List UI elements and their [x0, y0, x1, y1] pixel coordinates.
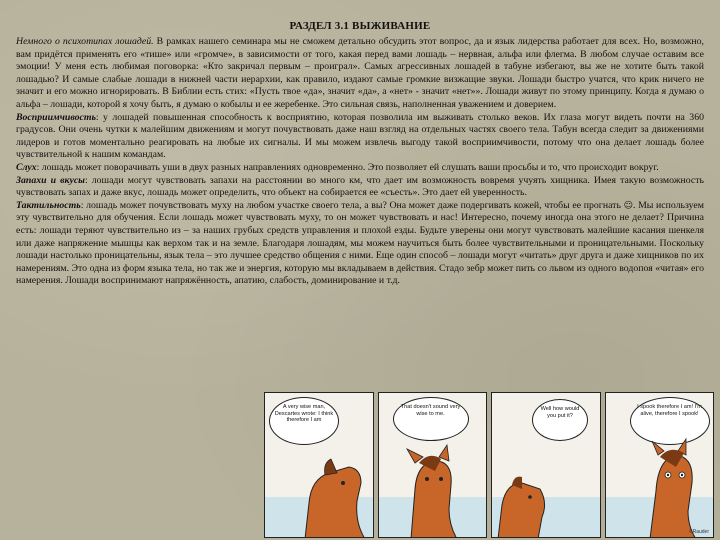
horse-illustration-icon	[265, 393, 374, 538]
paragraph-heading: Запахи и вкусы	[16, 174, 85, 186]
paragraph-text: : лошади могут чувствовать запахи на расстоянии во много км, что дает им возможность вовремя учуять хищника. Имея такую возможность чувствовать запах и даже вкус, лошадь может определить, что объект на собирается ее «съесть». Это дает ей уверенность.	[16, 174, 705, 199]
paragraph-text: : лошадь может поворачивать уши в двух разных направлениях одновременно. Это позволяет ей слушать ваши просьбы и то, что происходит вокруг.	[36, 161, 659, 173]
speech-bubble-1: A very wise man, Descartes wrote: I think therefore I am	[269, 397, 339, 445]
horse-side-icon	[492, 393, 601, 538]
paragraph-text: . Мы используем эту чувствительно для обучения. Если лошадь может чувствовать муху, то он может чувствовать и нас! Интересно, почему иногда она этого не делает? Причина есть: лошади теряют чувствительно из – за наших грубых средств управления и плохой езды. Будьте уверены они могут чувствовать малейшие касания шенкеля или даже напряжение мышцы как верхом так и на земле. Благодаря лошадям, мы можем научиться быть более чувствительными и проницательными. Поскольку лошади настолько проницательны, язык тела – это лучшее средство общения с ними. Еще один способ – лошади могут «читать» друг друга и даже хищников по их намерениям. Это одна из форм языка тела, но так же и энергия, которую мы вкладываем в действия. Стадо зебр может пить со львом из одного водопоя «читая» его намерения. Лошади воспринимают напряжённость, апатию, слабость, доминирование и т.д.	[16, 199, 704, 287]
smiley-icon: ☺	[623, 200, 633, 211]
paragraph-touch	[16, 200, 704, 288]
comic-panel-3	[491, 392, 601, 538]
paragraph-text: : у лошадей повышенная способность к восприятию, которая позволила им выживать столько веков. Их глаза могут видеть почти на 360 градусов. Они очень чутки к малейшим движениям и могут почувствовать даже наш взгляд на отдельных частях своего тела. Табун всегда следит за движениями лидеров и готов моментально реагировать на любые их сигналы. И мы можем извлечь выгоду такой восприимчивости, потому что она делает лошадь более чувствительной к нашим командам.	[16, 111, 704, 161]
document-body	[16, 36, 704, 288]
paragraph-text: В рамках нашего семинара мы не сможем детально обсудить этот вопрос, да и язык лидерства работает для всех. Но, возможно, вам придётся применять его «тише» или «громче», в зависимости от того, какая перед вами лошадь – нервная, альфа или флегма. В любом случае оставим все эмоции! У меня есть любимая поговорка: «Кто закричал первым – проиграл». Самых агрессивных лошадей в табуне избегают, вы же не хотите быть такой лошадью? И самые слабые лошади в нижней части иерархии, как правило, издают самые громкие визжащие звуки. Лошади быстро учатся, что крик ничего не значит и его можно игнорировать. В Библии есть стих: «Пусть твое «да», значит «да», а «нет» - значит «нет»». Лошади живут по этому принципу. Когда я думаю о альфа – лошади, которой я хочу быть, я думаю о кобылы и ее жеребенке. Это сильная связь, наполненная уважением и доверием.	[16, 36, 704, 110]
paragraph-smell	[16, 175, 704, 200]
paragraph-heading: Восприимчивость	[16, 111, 96, 123]
paragraph-hearing	[16, 162, 704, 175]
paragraph-heading: Тактильность	[16, 199, 81, 211]
comic-panel-1	[264, 392, 374, 538]
speech-bubble-3: Well how would you put it?	[532, 399, 588, 441]
comic-strip	[264, 392, 714, 538]
horse-scared-icon	[606, 393, 715, 538]
comic-signature: ©Rauder	[688, 529, 709, 535]
speech-bubble-4: I spook therefore I am! I'm alive, therefore I spook!	[630, 397, 710, 445]
comic-panel-2	[378, 392, 488, 538]
page-title: РАЗДЕЛ 3.1 ВЫЖИВАНИЕ	[289, 20, 431, 32]
speech-bubble-2: That doesn't sound very wise to me.	[393, 397, 469, 441]
paragraph-psychotypes	[16, 36, 704, 112]
paragraph-lead: Немного о психотипах лошадей.	[16, 36, 154, 47]
comic-panel-4	[605, 392, 715, 538]
horse-head-icon	[379, 393, 488, 538]
paragraph-perception	[16, 112, 704, 162]
paragraph-text: : лошадь может почувствовать муху на любом участке своего тела, а вы? Она может даже подергивать кожей, чтобы ее прогнать	[80, 199, 624, 211]
paragraph-heading: Слух	[16, 161, 37, 173]
